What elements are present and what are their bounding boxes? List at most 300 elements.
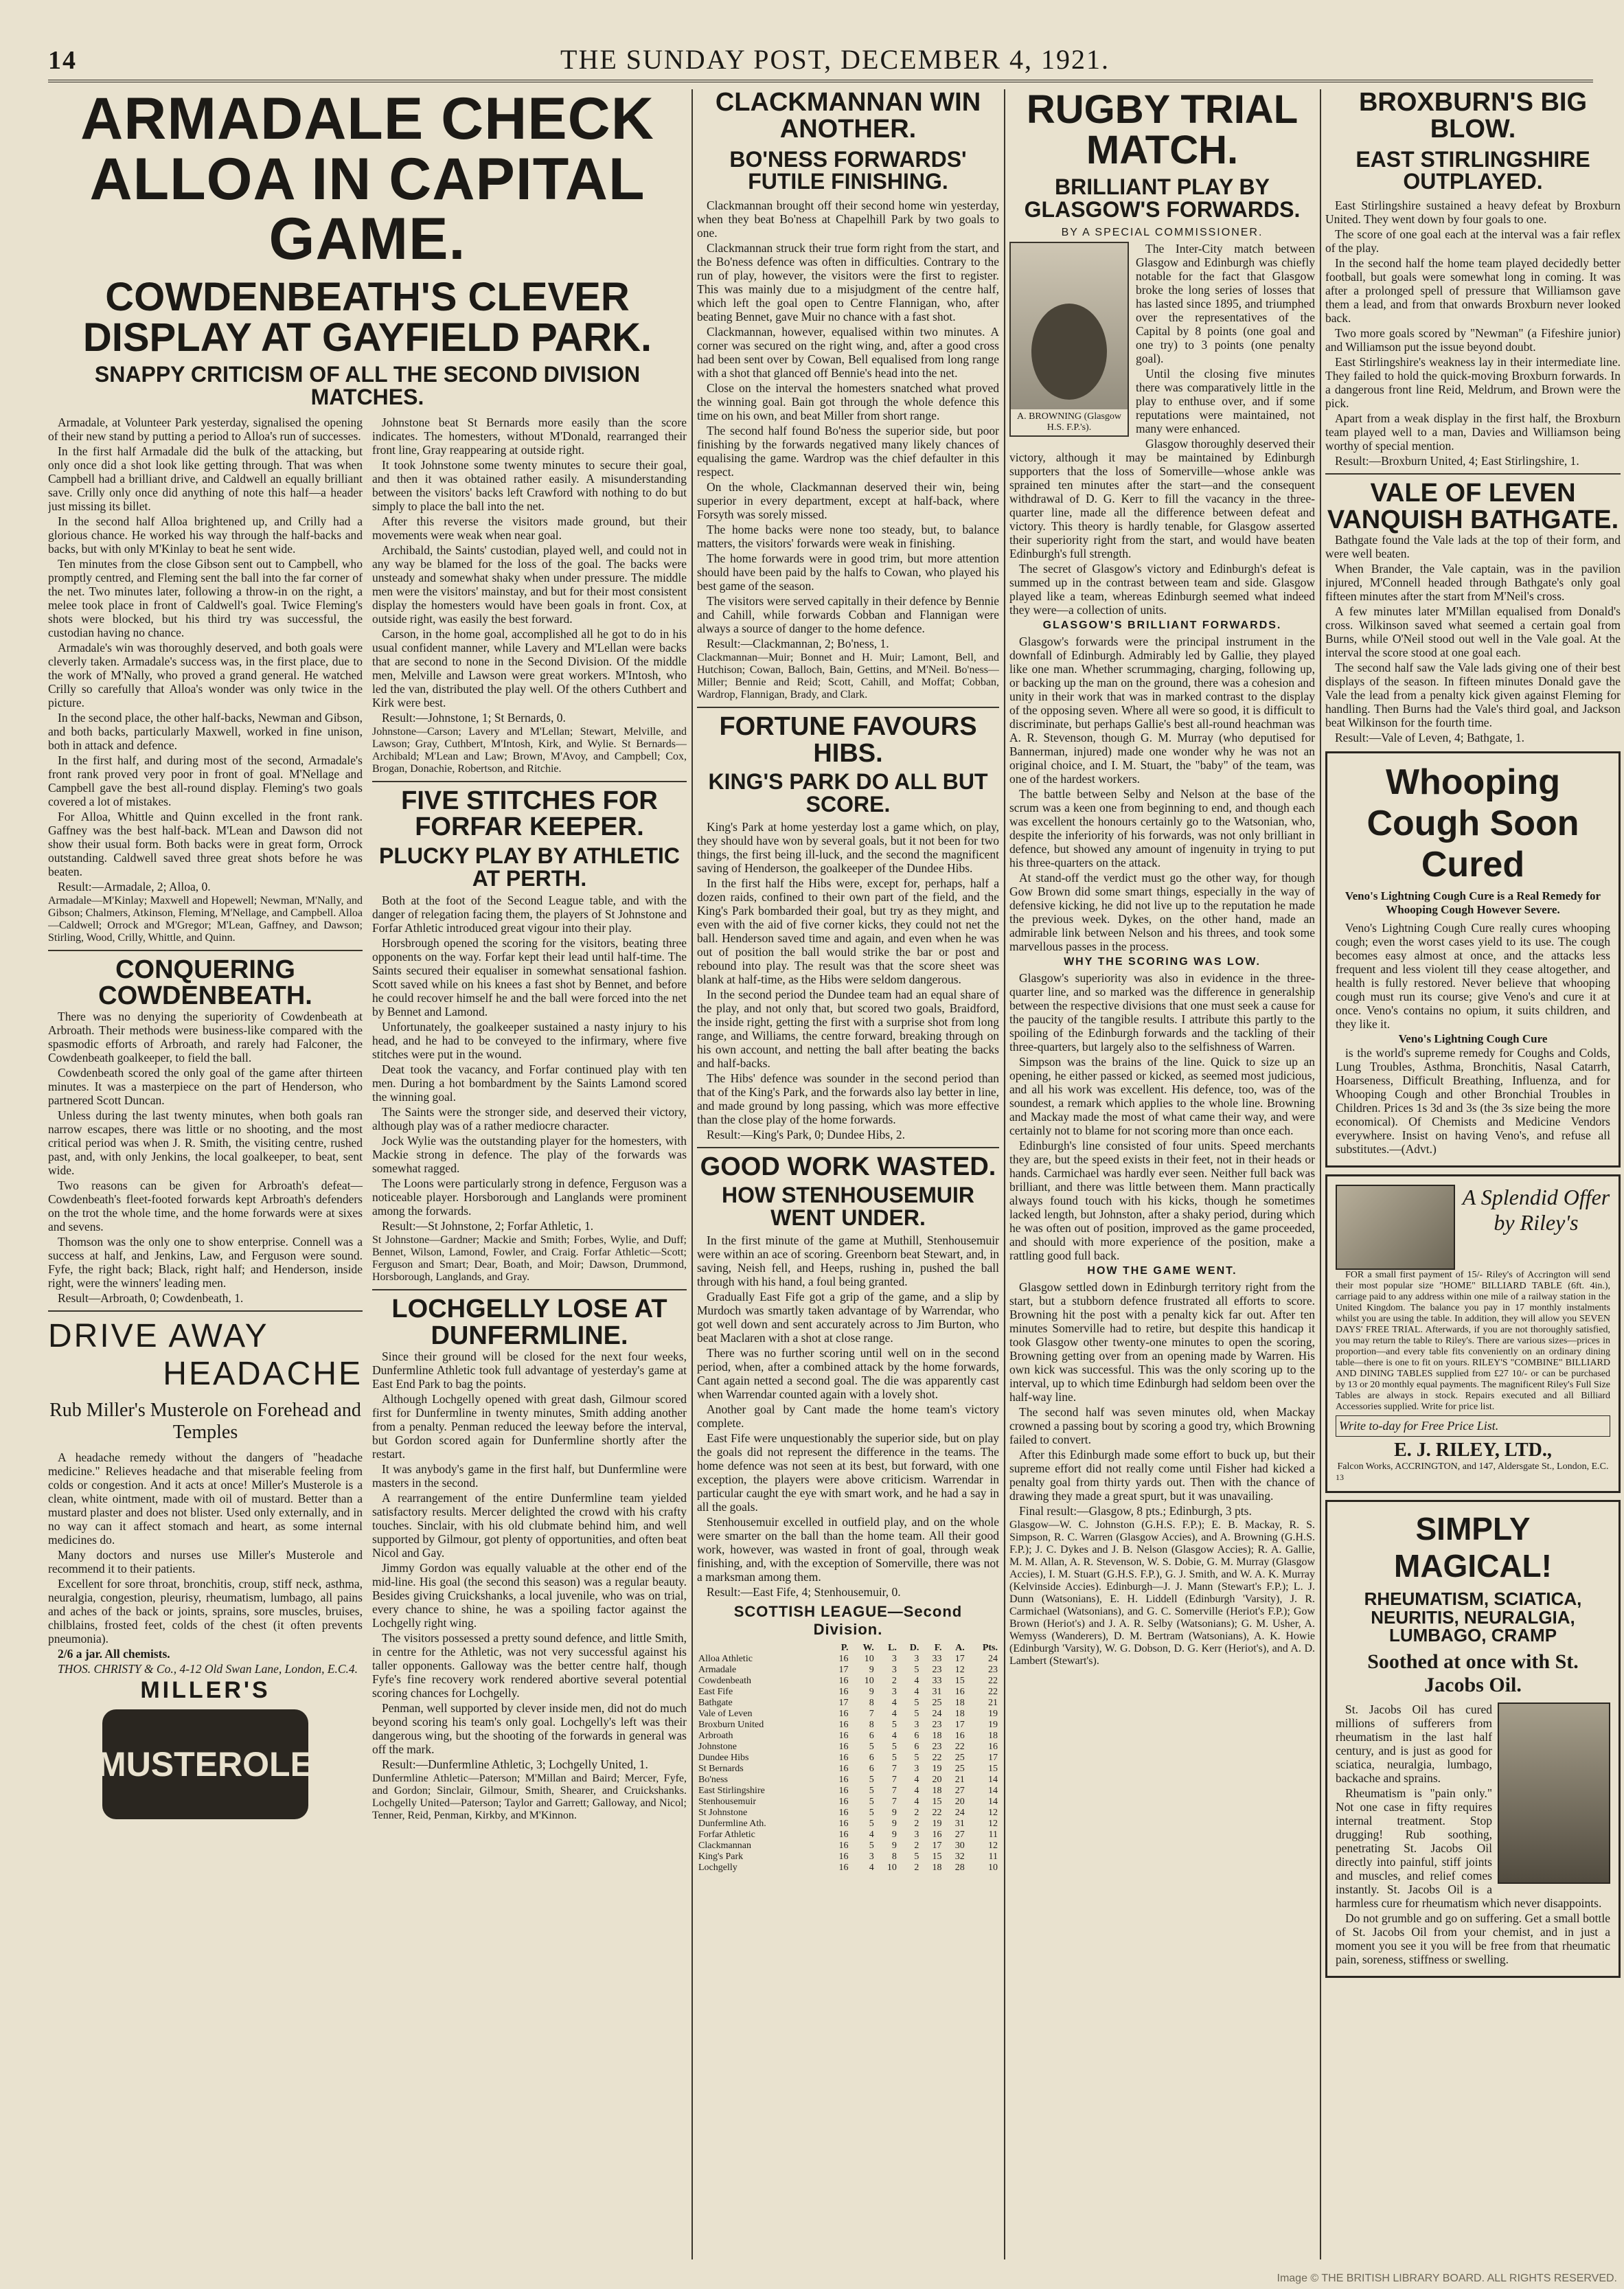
- text-block: In the first half, and during most of the second, Armadale's front rank proved very poor in front of goal. M'Nellage and Campbell gave the best all-round display. Fleming's two goals covered a lot of mistakes.: [48, 753, 363, 808]
- league-cell: 16: [838, 1829, 849, 1840]
- text-block: It took Johnstone some twenty minutes to secure their goal, and then it was obtained rather easily. A misunderstanding between the visitors' backs left Crawford with nothing to do but simply to place the ball into the net.: [372, 457, 687, 513]
- league-cell: King's Park: [698, 1851, 744, 1862]
- text-block: Veno's Lightning Cough Cure really cures whooping cough; even the worst cases yield to its use. The cough becomes easy almost at once, and the attacks less frequent and less violent till they cease altogether, and health is fully restored. Never believe that whooping cough must run its course; give Veno's and cure it at once. Veno's contains no opium, it suits children, and they like it.: [1336, 921, 1610, 1032]
- league-cell: 5: [869, 1807, 874, 1818]
- text-block: DRIVE AWAY: [48, 1318, 269, 1355]
- league-cell: 3: [914, 1763, 919, 1774]
- league-cell: 25: [954, 1763, 965, 1774]
- league-cell: 4: [914, 1796, 919, 1807]
- forfar-head: FIVE STITCHES FOR FORFAR KEEPER.: [401, 786, 658, 842]
- lochgelly-head: LOCHGELLY LOSE AT DUNFERMLINE.: [391, 1295, 667, 1351]
- league-row: [697, 1764, 999, 1775]
- conquering-result: Result—Arbroath, 0; Cowdenbeath, 1.: [58, 1291, 244, 1306]
- league-cell: 16: [838, 1840, 849, 1851]
- league-cell: 14: [988, 1785, 998, 1796]
- league-cell: 5: [869, 1774, 874, 1785]
- league-cell: Dunfermline Ath.: [698, 1818, 766, 1829]
- league-table: [697, 1643, 999, 1874]
- league-cell: 14: [988, 1774, 998, 1785]
- text-block: Ten minutes from the close Gibson sent out to Campbell, who promptly centred, and Fleming sent the ball into the far corner of the net. Two minutes later, following a throw-in on the right, a melee took place in front of Caldwell's goal. Twice Fleming's shots were blocked, but his third try was successful, the custodian having no chance.: [48, 556, 363, 639]
- clackmannan-head: CLACKMANNAN WIN ANOTHER.: [715, 89, 981, 144]
- text-block: Johnstone beat St Bernards more easily than the score indicates. The homesters, without M'Donald, rearranged their front line, Gray reappearing at outside right.: [372, 415, 687, 457]
- league-cell: 8: [869, 1697, 874, 1708]
- league-col-header: W.: [862, 1642, 874, 1653]
- broxburn-sub: EAST STIRLINGSHIRE OUTPLAYED.: [1356, 146, 1590, 194]
- text-block: In the first minute of the game at Muthill, Stenhousemuir were within an ace of scoring. Greenborn beat Stewart, and, in saving, Neish fell, and Heeps, rushing in, pushed the ball through with his hand, a foul being granted.: [697, 1233, 999, 1288]
- league-cell: 3: [891, 1653, 897, 1664]
- text-block: It was anybody's game in the first half, but Dunfermline were masters in the second.: [372, 1461, 687, 1490]
- browning-photo: [1009, 242, 1129, 437]
- league-cell: 3: [914, 1829, 919, 1840]
- text-block: Whooping Cough Soon Cured: [1366, 762, 1579, 885]
- text-block: After this Edinburgh made some effort to buck up, but their supreme effort did not really come until Fisher had kicked a penalty goal from thirty yards out. Then with the chance of drawing they made a great spurt, but it was unavailing.: [1009, 1447, 1315, 1503]
- league-cell: 15: [954, 1675, 965, 1686]
- column-3: [1009, 89, 1315, 2259]
- league-cell: 9: [891, 1829, 897, 1840]
- text-block: There was no denying the superiority of Cowdenbeath at Arbroath. Their methods were business-like compared with the spasmodic efforts of Arbroath, and rarely had Falconer, the Cowdenbeath goalkeeper, to field the ball.: [48, 1010, 363, 1065]
- league-cell: Clackmannan: [698, 1840, 751, 1851]
- league-cell: 27: [954, 1829, 965, 1840]
- league-cell: 12: [954, 1664, 965, 1675]
- league-cell: 28: [954, 1862, 965, 1873]
- text-block: Falcon Works, ACCRINGTON, and 147, Aldersgate St., London, E.C.: [1337, 1461, 1609, 1472]
- league-cell: 21: [988, 1697, 998, 1708]
- text-block: Glasgow thoroughly deserved their victory, although it may be maintained by Edinburgh supporters that the loss of Somerville—whose ankle was sprained ten minutes after the start—and the consequent withdrawal of D. G. Kerr to fill the vacancy in the three-quarter line, made all the difference between defeat and victory. This theory is hardly tenable, for Glasgow asserted their superiority right from the start, and would have beaten Edinburgh's full strength.: [1009, 436, 1315, 560]
- hibs-result: Result:—King's Park, 0; Dundee Hibs, 2.: [707, 1127, 905, 1141]
- league-cell: 2: [891, 1675, 897, 1686]
- headline-armadale: ARMADALE CHECK ALLOA IN CAPITAL GAME.: [80, 89, 654, 273]
- text-block: 2/6 a jar. All chemists.: [58, 1647, 170, 1661]
- league-cell: 18: [954, 1697, 965, 1708]
- text-block: East Stirlingshire's weakness lay in their intermediate line. They failed to hold the quick-moving Broxburn forwards. In a dangerous front line Reid, Meldrum, and Brown were the pick.: [1325, 354, 1621, 410]
- text-block: Clackmannan, however, equalised within two minutes. A corner was secured on the right wing, and, after a good cross had been sent over by Cowan, Bell equalised from long range with a shot that glanced off Bennie's head into the net.: [697, 324, 999, 380]
- text-block: HOW THE GAME WENT.: [1087, 1264, 1237, 1277]
- league-cell: 6: [869, 1752, 874, 1763]
- hibs-head: FORTUNE FAVOURS HIBS.: [719, 711, 977, 768]
- league-cell: 4: [891, 1708, 897, 1719]
- league-cell: 17: [954, 1653, 965, 1664]
- text-block: Rub Miller's Musterole on Forehead and Temples: [49, 1400, 361, 1444]
- text-block: WHY THE SCORING WAS LOW.: [1064, 955, 1261, 968]
- column-1: [48, 89, 687, 2259]
- league-cell: 4: [914, 1774, 919, 1785]
- league-cell: 11: [988, 1851, 998, 1862]
- good-sub: HOW STENHOUSEMUIR WENT UNDER.: [722, 1183, 974, 1230]
- rugby-teams: Glasgow—W. C. Johnston (G.H.S. F.P.); E. B. Mackay, R. S. Simpson, R. C. Warren (Glasgow Accies), and A. Browning (G.H.S. F.P.); J. C. Dykes and J. B. Nelson (Glasgow Accies); R. A. Gallie, M. M. Allan, A. R. Stevenson, W. S. Dobie, G. M. Murray (Glasgow Accies), I. M. Stuart (G.H.S. F.P.), G. J. Smith, and W. A. K. Murray (Kelvinside Accies). Edinburgh—J. J. Mann (Stewart's F.P.); L. J. Dunn (Watsonians), E. H. Liddell (Edinburgh 'Varsity), J. R. Carmichael (Watsonians), and G. C. Somerville (Heriot's F.P.); Gow Brown (Heriot's) and J. A. R. Selby (Watsonians); G. M. Usher, A. Wemyss (Wanderers), D. M. Bertram (Watsonians), A. K. Howie (Edinburgh 'Varsity), W. G. Dobson, D. G. Kerr (Heriot's), and A. D. Lambert (Stewart's).: [1009, 1518, 1315, 1667]
- clackmannan-result: Result:—Clackmannan, 2; Bo'ness, 1.: [707, 636, 889, 650]
- text-block: Clackmannan brought off their second home win yesterday, when they beat Bo'ness at Chapelhill Park by two goals to one.: [697, 198, 999, 240]
- league-cell: 7: [869, 1708, 874, 1719]
- league-cell: 16: [838, 1851, 849, 1862]
- text-block: The Hibs' defence was sounder in the second period than that of the King's Park, and the forwards also lay better in line, and made ground by long passing, which was more effective than the close play of the home forwards.: [697, 1071, 999, 1126]
- league-cell: East Stirlingshire: [698, 1785, 765, 1796]
- newspaper-page: [27, 21, 1621, 2266]
- league-cell: 6: [869, 1763, 874, 1774]
- league-cell: 19: [932, 1818, 942, 1829]
- portrait-face: [1031, 304, 1107, 400]
- league-cell: 5: [869, 1818, 874, 1829]
- column-rule: [691, 89, 693, 2259]
- text-block: A Splendid Offer by Riley's: [1462, 1185, 1610, 1235]
- text-block: Write to-day for Free Price List.: [1336, 1415, 1610, 1437]
- league-row: [697, 1676, 999, 1687]
- league-cell: 31: [954, 1818, 965, 1829]
- league-cell: Bathgate: [698, 1697, 733, 1708]
- text-block: A headache remedy without the dangers of "headache medicine." Relieves headache and that miserable feeling from colds or congestion. And it acts at once! Miller's Musterole is a clean, white ointment, made with oil of mustard. Better than a mustard plaster and does not blister. Used only externally, and in no way can it affect stomach and heart, as some internal medicines do.: [48, 1450, 363, 1547]
- league-cell: 33: [932, 1653, 942, 1664]
- league-cell: 24: [932, 1708, 942, 1719]
- league-cell: 10: [864, 1675, 874, 1686]
- musterole-ad: [48, 1317, 363, 1819]
- league-cell: 16: [838, 1763, 849, 1774]
- text-block: Excellent for sore throat, bronchitis, croup, stiff neck, asthma, neuralgia, congestion, pleurisy, rheumatism, lumbago, all pains and aches of the back or joints, sprains, sore muscles, bruises, chilblains, frosted feet, colds of the chest (it often prevents pneumonia).: [48, 1577, 363, 1646]
- league-cell: 2: [914, 1862, 919, 1873]
- text-block: HEADACHE: [163, 1356, 363, 1393]
- st-jacobs-oil-ad: [1325, 1500, 1621, 1978]
- league-cell: 16: [932, 1829, 942, 1840]
- text-block: A rearrangement of the entire Dunfermline team yielded satisfactory results. Mercer delighted the crowd with his crafty touches. Sinclair, with his old clubmate behind him, and well supported by Gilmour, got plenty of opportunities, and often beat Nicol and Gay.: [372, 1490, 687, 1560]
- league-cell: 5: [914, 1708, 919, 1719]
- text-block: The battle between Selby and Nelson at the base of the scrum was a keen one from beginning to end, and though each was excellent the honours certainly go to the Watsonian, who, despite the inferiority of his forwards, was not only brilliant in defence, but showed any amount of ingenuity in trying to put his three-quarters on the attack.: [1009, 786, 1315, 869]
- vale-result: Result:—Vale of Leven, 4; Bathgate, 1.: [1335, 731, 1525, 745]
- text-block: East Fife were unquestionably the superior side, but on play the goals did not represent the difference in the teams. The home defence was not seen at its best, but forward, with one exception, the players were above criticism. Warrendar in particular caught the eye with smart work, and he had a say in all the goals.: [697, 1431, 999, 1514]
- text-block: The Inter-City match between Glasgow and Edinburgh was chiefly notable for the fact that Glasgow broke the long series of losses that has lasted since 1895, and triumphed over the representatives of the Capital by 8 points (one goal and one try) to 3 points (one penalty goal).: [1136, 241, 1315, 365]
- text-block: In the second half the home team played decidedly better football, but goals were somewhat long in coming. It was after a prolonged spell of pressure that Williamson gave them a lead, and from that onwards Broxburn never looked back.: [1325, 255, 1621, 325]
- league-cell: 24: [954, 1807, 965, 1818]
- text-block: In the second half Alloa brightened up, and Crilly had a glorious chance. He worked his way through the half-backs and backs, but with only M'Kinlay to beat he sent wide.: [48, 514, 363, 556]
- column-rule: [1320, 89, 1321, 2259]
- league-cell: 22: [932, 1807, 942, 1818]
- league-cell: 16: [838, 1752, 849, 1763]
- text-block: In the first half Armadale did the bulk of the attacking, but only once did a shot look like getting through. That was when Campbell had a brilliant drive, and Caldwell an equally brilliant save. Crilly only once did anything of note this half—a header just missing its billet.: [48, 444, 363, 513]
- johnstone-article: [372, 415, 687, 1826]
- clackmannan-teams: Clackmannan—Muir; Bonnet and H. Muir; Lamont, Bell, and Hutchison; Cowan, Balloch, Bain, Gettins, and M'Neil. Bo'ness—Miller; Bennie and Reid; Scott, Cahill, and Moffat; Cobban, Wardrop, Flannigan, Brady, and Clark.: [697, 651, 999, 701]
- text-block: Although Lochgelly opened with great dash, Gilmour scored first for Dunfermline in twenty minutes, Smith adding another from a penalty. Penman reduced the leeway before the interval, but Gordon scored again for Dunfermline shortly after the restart.: [372, 1391, 687, 1461]
- forfar-result: Result:—St Johnstone, 2; Forfar Athletic, 1.: [382, 1219, 594, 1233]
- league-cell: 3: [891, 1686, 897, 1697]
- league-cell: 16: [838, 1818, 849, 1829]
- league-cell: 7: [891, 1763, 897, 1774]
- league-cell: 5: [914, 1851, 919, 1862]
- rugby-head: RUGBY TRIAL MATCH.: [1026, 89, 1299, 173]
- text-block: The Saints were the stronger side, and deserved their victory, although play was of a rather mediocre character.: [372, 1105, 687, 1133]
- text-block: When Brander, the Vale captain, was in the pavilion injured, M'Connell headed through Bathgate's only goal fifteen minutes after the start from M'Neil's cross.: [1325, 562, 1621, 604]
- text-block: Both at the foot of the Second League table, and with the danger of relegation facing them, the players of St Johnstone and Forfar Athletic introduced great vigour into their play.: [372, 893, 687, 935]
- league-cell: 14: [988, 1796, 998, 1807]
- league-cell: 32: [954, 1851, 965, 1862]
- league-cell: 17: [954, 1719, 965, 1730]
- riley-billiards-ad: [1325, 1174, 1621, 1493]
- broxburn-head: BROXBURN'S BIG BLOW.: [1358, 89, 1588, 144]
- text-block: Horsbrough opened the scoring for the visitors, beating three opponents on the way. Forfar kept their lead until half-time. The Saints secured their equaliser in somewhat sensational fashion. Scott saved while on his knees a fast shot by Bennet, and before he could recover himself he and the ball were forced into the net by Bennet and Lamond.: [372, 936, 687, 1019]
- league-cell: 7: [891, 1796, 897, 1807]
- text-block: Since their ground will be closed for the next four weeks, Dunfermline Athletic took full advantage of yesterday's game at East End Park to bag the points.: [372, 1349, 687, 1391]
- league-cell: Johnstone: [698, 1741, 737, 1752]
- text-block: Gradually East Fife got a grip of the game, and a slip by Murdoch was smartly taken advantage of by Warrendar, who got well down and sent accurately across to Jim Burton, who beat Maclaren with a shot at close range.: [697, 1289, 999, 1345]
- text-block: The secret of Glasgow's victory and Edinburgh's defeat is summed up in the contrast between team and side. Glasgow played like a team, whereas Edinburgh seemed what indeed they were—a collection of units.: [1009, 561, 1315, 617]
- image-credit: Image © THE BRITISH LIBRARY BOARD. ALL RIGHTS RESERVED.: [1277, 2273, 1617, 2284]
- text-block: After this reverse the visitors made ground, but their movements were weak when near goal.: [372, 514, 687, 542]
- league-cell: Cowdenbeath: [698, 1675, 751, 1686]
- league-row: [697, 1742, 999, 1753]
- league-cell: 22: [988, 1675, 998, 1686]
- league-row: [697, 1786, 999, 1797]
- text-block: E. J. RILEY, LTD.,: [1394, 1439, 1552, 1461]
- league-cell: 2: [914, 1807, 919, 1818]
- league-cell: Armadale: [698, 1664, 737, 1675]
- clackmannan-sub: BO'NESS FORWARDS' FUTILE FINISHING.: [729, 146, 967, 194]
- league-row: [697, 1687, 999, 1698]
- league-row: [697, 1775, 999, 1786]
- league-col-header: P.: [840, 1642, 849, 1653]
- league-cell: 10: [887, 1862, 897, 1873]
- text-block: St. Jacobs Oil has cured millions of sufferers from rheumatism in the last half century, and is just as good for sciatica, neuralgia, lumbago, backache and sprains.: [1336, 1702, 1492, 1785]
- text-block: The Loons were particularly strong in defence, Ferguson was a noticeable player. Horsborough and Langlands were prominent among the forwards.: [372, 1176, 687, 1218]
- league-cell: 17: [932, 1840, 942, 1851]
- armadale-result: Result:—Armadale, 2; Alloa, 0.: [58, 879, 211, 893]
- johnstone-result: Result:—Johnstone, 1; St Bernards, 0.: [382, 710, 566, 725]
- league-cell: Broxburn United: [698, 1719, 764, 1730]
- text-block: The visitors were served capitally in their defence by Bennie and Cahill, while forwards Cobban and Flannigan were always a source of danger to the home defence.: [697, 593, 999, 635]
- column-4: [1325, 89, 1621, 2259]
- page-number: 14: [48, 46, 77, 75]
- league-cell: 4: [869, 1862, 874, 1873]
- league-cell: 4: [914, 1675, 919, 1686]
- text-block: Until the closing five minutes there was comparatively little in the play to enthuse over, and if some reputations were maintained, not many were enhanced.: [1136, 366, 1315, 435]
- league-cell: Bo'ness: [698, 1774, 728, 1785]
- league-cell: 5: [869, 1796, 874, 1807]
- text-block: Soothed at once with St. Jacobs Oil.: [1367, 1650, 1579, 1696]
- league-cell: 16: [838, 1708, 849, 1719]
- league-cell: 22: [932, 1752, 942, 1763]
- league-cell: 23: [932, 1719, 942, 1730]
- good-head: GOOD WORK WASTED.: [700, 1152, 996, 1181]
- text-block: Rheumatism is "pain only." Not one case in fifty requires internal treatment. Stop drugging! Rub soothing, penetrating St. Jacobs Oil directly into painful, stiff joints and muscles, and relief comes instantly. St. Jacobs Oil is a harmless cure for rheumatism which never disappoints.: [1336, 1786, 1602, 1910]
- league-row: [697, 1731, 999, 1742]
- league-cell: 19: [988, 1719, 998, 1730]
- league-cell: 12: [988, 1840, 998, 1851]
- subhead-cowdenbeath: COWDENBEATH'S CLEVER DISPLAY AT GAYFIELD PARK.: [82, 275, 652, 361]
- column-2: [697, 89, 999, 2259]
- musterole-jar-image: MUSTEROLE: [102, 1709, 308, 1819]
- text-block: Jock Wylie was the outstanding player for the homesters, with Mackie strong in defence. The play of the forwards was somewhat ragged.: [372, 1134, 687, 1176]
- league-col-header: D.: [909, 1642, 919, 1653]
- text-block: At stand-off the verdict must go the other way, for though Gow Brown did some smart things, especially in the way of defensive kicking, he did not live up to the reputation he made the previous week. Dykes, on the other hand, made an admirable link between Nelson and his threes, and took some marvellous passes in the process.: [1009, 870, 1315, 953]
- league-cell: 16: [838, 1730, 849, 1741]
- league-cell: 6: [914, 1741, 919, 1752]
- text-block: East Stirlingshire sustained a heavy defeat by Broxburn United. They went down by four goals to one.: [1325, 198, 1621, 226]
- league-cell: 24: [988, 1653, 998, 1664]
- league-cell: 5: [869, 1840, 874, 1851]
- whooping-cough-ad: [1325, 751, 1621, 1168]
- text-block: Glasgow settled down in Edinburgh territory right from the start, but a stubborn defence frustrated all efforts to score. Browning hit the post with a penalty kick far out. After ten minutes Somerville had to retire, but despite this handicap it took Glasgow other twenty-one minutes to open the scoring, Browning getting over from an opening made by Warren. His own kick was successful. This was the only scoring up to the interval, up to which time Edinburgh had seldom been over the half-way line.: [1009, 1279, 1315, 1404]
- league-cell: 5: [869, 1785, 874, 1796]
- league-row: [697, 1841, 999, 1852]
- league-cell: 21: [954, 1774, 965, 1785]
- league-cell: 3: [869, 1851, 874, 1862]
- league-cell: 15: [988, 1763, 998, 1774]
- lochgelly-result: Result:—Dunfermline Athletic, 3; Lochgelly United, 1.: [382, 1757, 648, 1771]
- league-row: [697, 1665, 999, 1676]
- text-block: Clackmannan struck their true form right from the start, and the Bo'ness defence was often in difficulties. Contrary to the run of play, however, the visitors were the first to register. This was mainly due to a misjudgment of the centre half, which left the goal open to Centre Flannigan, who, after beating Bennet, gave Muir no chance with a fast shot.: [697, 240, 999, 323]
- league-cell: 2: [914, 1840, 919, 1851]
- league-cell: 22: [954, 1741, 965, 1752]
- text-block: For Alloa, Whittle and Quinn excelled in the front rank. Gaffney was the best half-back. M'Lean and Dawson did not show their usual form. Both backs were in great form, Orrock outstanding. Caldwell saved three great shots before he was beaten.: [48, 809, 363, 878]
- text-block: is the world's supreme remedy for Coughs and Colds, Lung Troubles, Asthma, Bronchitis, Nasal Catarrh, Hoarseness, Difficult Breathing, Influenza, and for Whooping Cough and other Bronchial Troubles in Children. Prices 1s 3d and 3s (the 3s size being the more economical). Of Chemists and Medicine Vendors everywhere. Insist on having Veno's, and refuse all substitutes.—(Advt.): [1336, 1046, 1610, 1157]
- text-block: Glasgow's superiority was also in evidence in the three-quarter line, and so marked was the difference in generalship between the respective divisions that one must seek a cause for the paucity of the tangible results. I attribute this partly to the spoiling of the Edinburgh forwards and the tackling of their three-quarters, but largely also to the selfishness of Warren.: [1009, 970, 1315, 1054]
- league-cell: 5: [914, 1752, 919, 1763]
- league-cell: 23: [932, 1741, 942, 1752]
- league-cell: 7: [891, 1785, 897, 1796]
- text-block: Edinburgh's line consisted of four units. Speed merchants they are, but the speed exists in their feet, not in their heads or hands. Carmichael was hardly ever seen. Neither full back was brilliant, and there was little between them. Mann practically always found touch with his kicks, though he sometimes lacked length, but Johnston, after a shaky period, during which he was often out of position, improved as the game proceeded, and should with more experience of the position, make a rattling good full back.: [1009, 1138, 1315, 1262]
- league-col-header: L.: [888, 1642, 897, 1653]
- league-cell: 18: [932, 1862, 942, 1873]
- column-rule: [1004, 89, 1005, 2259]
- league-cell: 5: [914, 1697, 919, 1708]
- text-block: The score of one goal each at the interval was a fair reflex of the play.: [1325, 227, 1621, 255]
- text-block: Deat took the vacancy, and Forfar continued play with ten men. During a hot bombardment by the Saints Lamond scored the winning goal.: [372, 1062, 687, 1104]
- league-col-header: [697, 1643, 827, 1654]
- league-cell: 8: [891, 1851, 897, 1862]
- text-block: On the whole, Clackmannan deserved their win, being superior in every department, except at half-back, where Forsyth was sorely missed.: [697, 479, 999, 521]
- text-block: Unless during the last twenty minutes, when both goals ran narrow escapes, there was little or no shooting, and the most critical period was when J. R. Smith, the visiting centre, rushed past, and, with only Jenkins, the local goalkeeper, to beat, sent wide.: [48, 1108, 363, 1178]
- league-cell: 16: [838, 1686, 849, 1697]
- league-cell: 9: [869, 1686, 874, 1697]
- league-cell: Lochgelly: [698, 1862, 737, 1873]
- text-block: RHEUMATISM, SCIATICA, NEURITIS, NEURALGIA, LUMBAGO, CRAMP: [1364, 1588, 1582, 1646]
- league-cell: 16: [838, 1785, 849, 1796]
- vale-head: VALE OF LEVEN VANQUISH BATHGATE.: [1327, 478, 1619, 534]
- billiards-player-image: [1336, 1185, 1455, 1270]
- league-cell: 9: [891, 1840, 897, 1851]
- league-cell: 16: [838, 1653, 849, 1664]
- text-block: SIMPLY MAGICAL!: [1394, 1511, 1552, 1584]
- league-cell: 4: [891, 1697, 897, 1708]
- text-block: FOR a small first payment of 15/- Riley's of Accrington will send their most popular size "HOME" BILLIARD TABLE (6ft. 4in.), carriage paid to any address within one mile of a railway station in the United Kingdom. The balance you pay in 17 monthly instalments whilst you are using the table. In addition, they will allow you SEVEN DAYS' FREE TRIAL. Afterwards, if you are not thoroughly satisfied, you may return the table to Riley's. There are various sizes—prices in proportion—and every table fits conveniently on an ordinary dining table—there is one to fit on yours. RILEY'S "COMBINE" BILLIARD AND DINING TABLES supplied from £27 10/- or can be purchased by 13 or 20 monthly equal payments. The magnificent Riley's Full Size Tables are always in stock. Repairs executed and all Billiard Accessories supplied. Write for price list.: [1336, 1270, 1610, 1413]
- text-block: In the second period the Dundee team had an equal share of the play, and not only that, but scored two goals, Braidford, the inside right, getting the first with a surprise shot from long range, and Williams, the centre forward, breaking through on his own account, and netting the ball after beating the backs and half-backs.: [697, 987, 999, 1070]
- league-cell: 4: [914, 1785, 919, 1796]
- text-block: Penman, well supported by clever inside men, did not do much beyond scoring his team's only goal. Lochgelly's left was their dangerous wing, but the shooting of the forwards in general was off the mark.: [372, 1700, 687, 1756]
- league-cell: St Johnstone: [698, 1807, 748, 1818]
- text-block: Close on the interval the homesters snatched what proved the winning goal. Bain got through the whole defence this time on his own, and beat Miller from short range.: [697, 380, 999, 422]
- league-cell: 17: [838, 1697, 849, 1708]
- text-block: GLASGOW'S BRILLIANT FORWARDS.: [1042, 619, 1282, 631]
- league-cell: Alloa Athletic: [698, 1653, 753, 1664]
- photo-caption: A. BROWNING (Glasgow H.S. F.P.'s).: [1011, 409, 1128, 435]
- league-cell: Arbroath: [698, 1730, 733, 1741]
- text-block: Two reasons can be given for Arbroath's defeat—Cowdenbeath's fleet-footed forwards kept Arbroath's defenders on the trot the whole time, and the home forwards were at sixes and sevens.: [48, 1178, 363, 1234]
- text-block: The home backs were none too steady, but, to balance matters, the visitors' forwards were weak in finishing.: [697, 522, 999, 550]
- league-row: [697, 1698, 999, 1709]
- league-row: [697, 1797, 999, 1808]
- league-col-header: F.: [934, 1642, 942, 1653]
- league-col-header: Pts.: [982, 1642, 998, 1653]
- text-block: Armadale's win was thoroughly deserved, and both goals were cleverly taken. Armadale's success was, in the first place, due to the work of M'Nally, who proved a grand general. He watched Crilly so carefully that Alloa's wonder was only twice in the picture.: [48, 640, 363, 709]
- league-cell: 23: [932, 1664, 942, 1675]
- league-row: [697, 1720, 999, 1731]
- league-cell: 16: [838, 1862, 849, 1873]
- league-cell: 16: [954, 1730, 965, 1741]
- league-cell: 25: [932, 1697, 942, 1708]
- text-block: Veno's Lightning Cough Cure is a Real Remedy for Whooping Cough However Severe.: [1345, 889, 1601, 917]
- rugby-byline: BY A SPECIAL COMMISSIONER.: [1061, 226, 1263, 238]
- league-cell: 9: [869, 1664, 874, 1675]
- league-row: [697, 1709, 999, 1720]
- conquering-head: CONQUERING COWDENBEATH.: [98, 955, 312, 1011]
- league-row: [697, 1808, 999, 1819]
- text-block: Do not grumble and go on suffering. Get a small bottle of St. Jacobs Oil from your chemist, and in just a moment you see it you will be free from that rheumatic pain, soreness, stiffness or swelling.: [1336, 1911, 1610, 1966]
- league-cell: 30: [954, 1840, 965, 1851]
- league-cell: 9: [891, 1818, 897, 1829]
- league-cell: 31: [932, 1686, 942, 1697]
- league-cell: 16: [838, 1719, 849, 1730]
- league-cell: 17: [988, 1752, 998, 1763]
- text-block: Veno's Lightning Cough Cure: [1398, 1032, 1548, 1046]
- league-cell: 25: [954, 1752, 965, 1763]
- text-block: Apart from a weak display in the first half, the Broxburn team played well to a man, Davies and Williamson being worthy of special mention.: [1325, 411, 1621, 453]
- woman-illustration: [1498, 1702, 1610, 1884]
- league-col-header: A.: [955, 1642, 965, 1653]
- text-block: The home forwards were in good trim, but more attention should have been paid by the halfs to Cowan, who played his best game of the season.: [697, 551, 999, 593]
- league-cell: 16: [838, 1796, 849, 1807]
- league-cell: 16: [838, 1741, 849, 1752]
- text-block: In the second place, the other half-backs, Newman and Gibson, and both backs, particularly Maxwell, worked in fine unison, both in attack and defence.: [48, 710, 363, 752]
- league-cell: 16: [838, 1807, 849, 1818]
- text-block: In the first half the Hibs were, except for, perhaps, half a dozen raids, confined to their own part of the field, and the King's Park bombarded their goal, but try as they might, and even with the aid of five corner kicks, they could not net the ball. Henderson saved time and again, and even when he was out of position the ball would strike the bar or post and rebound into play. The result was that the score sheet was blank at half-time, as the Hibs were seldom dangerous.: [697, 876, 999, 986]
- league-cell: 18: [988, 1730, 998, 1741]
- text-block: The second half was seven minutes old, when Mackay crowned a passing bout by scoring a good try, which Browning failed to convert.: [1009, 1404, 1315, 1446]
- league-cell: 9: [891, 1807, 897, 1818]
- text-block: Archibald, the Saints' custodian, played well, and could not in any way be blamed for the loss of the goal. The backs were unsteady and somewhat shaky when under pressure. The middle men were the visitors' mainstay, and but for their most consistent display the homesters would have been goals in front. Cox, at outside right, was easily the best forward.: [372, 543, 687, 626]
- subhead-snappy: SNAPPY CRITICISM OF ALL THE SECOND DIVISION MATCHES.: [94, 362, 641, 410]
- forfar-sub: PLUCKY PLAY BY ATHLETIC AT PERTH.: [379, 843, 680, 891]
- text-block: Carson, in the home goal, accomplished all he got to do in his usual confident manner, while Lavery and M'Lellan were backs that are second to none in the Second Division. Of the middle men, Melville and Lawson were great workers. M'Intosh, who led the van, distributed the play well. Of the others Cuthbert and Kirk were best.: [372, 626, 687, 709]
- league-cell: 5: [869, 1741, 874, 1752]
- lochgelly-teams: Dunfermline Athletic—Paterson; M'Millan and Baird; Mercer, Fyfe, and Gordon; Sinclair, Gilmour, Smith, Shearer, and Cruickshanks. Lochgelly United—Paterson; Taylor and Garrett; Galloway, and Nicol; Tenner, Reid, Penman, Kirkby, and M'Kinnon.: [372, 1772, 687, 1821]
- league-cell: Vale of Leven: [698, 1708, 753, 1719]
- forfar-teams: St Johnstone—Gardner; Mackie and Smith; Forbes, Wylie, and Duff; Bennet, Wilson, Lamond, Fowler, and Craig. Forfar Athletic—Scott; Ferguson and Smart; Dear, Boath, and Moir; Dawson, Drummond, Horsborough, Langlands, and Gray.: [372, 1234, 687, 1284]
- text-block: Stenhousemuir excelled in outfield play, and on the whole were smarter on the ball than the home team. All their good work, however, was wasted in front of goal, through weak finishing, and, with the exception of Somerville, there was not a marksman among them.: [697, 1514, 999, 1584]
- league-cell: 19: [932, 1763, 942, 1774]
- league-cell: 20: [932, 1774, 942, 1785]
- league-cell: 6: [914, 1730, 919, 1741]
- league-cell: 4: [891, 1730, 897, 1741]
- league-cell: 6: [869, 1730, 874, 1741]
- league-cell: St Bernards: [698, 1763, 744, 1774]
- league-cell: 5: [891, 1719, 897, 1730]
- league-row: [697, 1819, 999, 1830]
- league-row: [697, 1830, 999, 1841]
- text-block: Armadale, at Volunteer Park yesterday, signalised the opening of their new stand by putting a period to Alloa's run of successes.: [48, 415, 363, 443]
- league-row: [697, 1753, 999, 1764]
- league-cell: 5: [914, 1664, 919, 1675]
- league-cell: Forfar Athletic: [698, 1829, 755, 1840]
- league-cell: 22: [988, 1686, 998, 1697]
- league-cell: 17: [838, 1664, 849, 1675]
- text-block: The visitors possessed a pretty sound defence, and little Smith, in centre for the Athletic, was not very successful against his taller opponents. Galloway was the better centre half, though Fyfe's fine recovery work rendered abortive several potential scoring chances for Lochgelly.: [372, 1630, 687, 1700]
- newspaper-title: THE SUNDAY POST, DECEMBER 4, 1921.: [560, 44, 1110, 75]
- league-cell: 5: [891, 1741, 897, 1752]
- league-cell: 18: [932, 1730, 942, 1741]
- columns: [48, 89, 1621, 2259]
- text-block: A few minutes later M'Millan equalised from Donald's cross. Wilkinson saved what seemed a certain goal from Burns, while O'Neil stood out well in the Vale goal. At the interval the score stood at one goal each.: [1325, 604, 1621, 660]
- league-cell: 4: [914, 1686, 919, 1697]
- league-cell: 3: [891, 1664, 897, 1675]
- league-cell: Dundee Hibs: [698, 1752, 749, 1763]
- text-block: 13: [1336, 1472, 1344, 1483]
- text-block: Simpson was the brains of the line. Quick to size up an opening, he either passed or kicked, as seemed most judicious, and all his work was excellent. His defence, too, was of the soundest, a remark which applies to the whole line. Browning and Mackay made the most of what came their way, and were certainly not to blame for not scoring more than once each.: [1009, 1054, 1315, 1137]
- text-block: Bathgate found the Vale lads at the top of their form, and were well beaten.: [1325, 533, 1621, 561]
